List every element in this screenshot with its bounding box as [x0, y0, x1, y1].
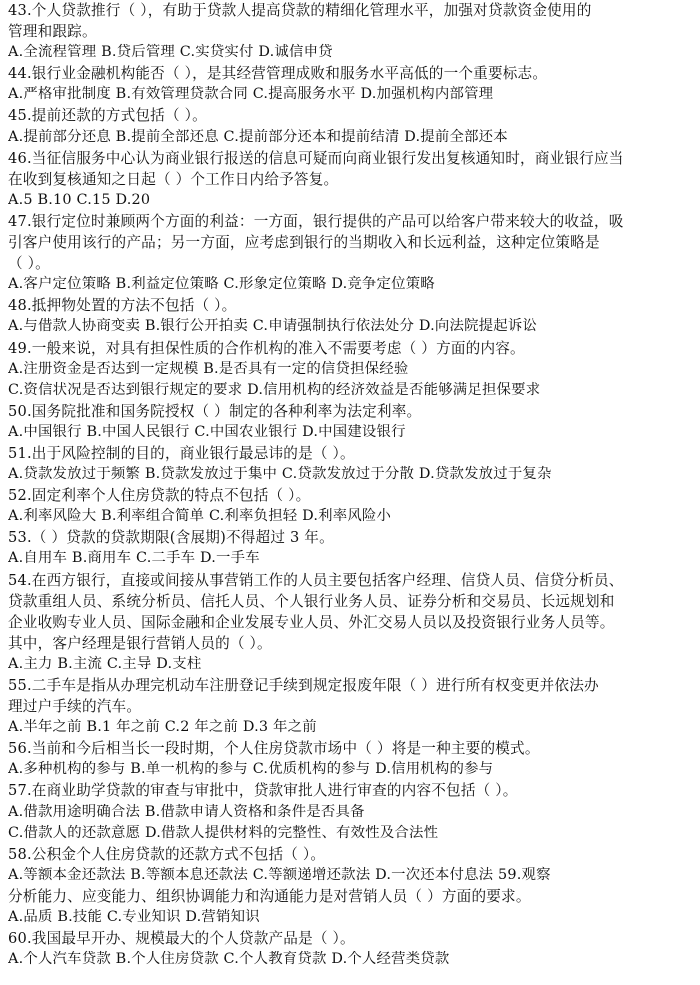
- question-43-stem-cont: 管理和跟踪。: [8, 23, 97, 41]
- question-58-options: A.等额本金还款法 B.等额本息还款法 C.等额递增还款法 D.一次还本付息法 59.观察: [8, 866, 551, 883]
- question-54-options: A.主力 B.主流 C.主导 D.支柱: [8, 655, 202, 672]
- question-45-options: A.提前部分还息 B.提前全部还息 C.提前部分还本和提前结清 D.提前全部还本: [8, 128, 508, 145]
- question-56-stem: 56.当前和今后相当长一段时期，个人住房贷款市场中（ ）将是一种主要的模式。: [8, 740, 540, 758]
- question-55-options: A.半年之前 B.1 年之前 C.2 年之前 D.3 年之前: [8, 719, 317, 736]
- question-46-options: A.5 B.10 C.15 D.20: [8, 191, 151, 208]
- question-54-stem-cont: 企业收购专业人员、国际金融和企业发展专业人员、外汇交易人员以及投资银行业务人员等。: [8, 613, 615, 631]
- question-57-options: A.借款用途明确合法 B.借款申请人资格和条件是否具备: [8, 803, 365, 820]
- question-56-options: A.多种机构的参与 B.单一机构的参与 C.优质机构的参与 D.信用机构的参与: [8, 761, 494, 778]
- question-45-stem: 45.提前还款的方式包括（ ）。: [8, 107, 207, 125]
- question-52-stem: 52.固定利率个人住房贷款的特点不包括（ ）。: [8, 487, 311, 505]
- question-51-stem: 51.出于风险控制的目的，商业银行最忌讳的是（ ）。: [8, 444, 355, 462]
- question-58-stem: 58.公积金个人住房贷款的还款方式不包括（ ）。: [8, 845, 326, 863]
- question-51-options: A.贷款发放过于频繁 B.贷款发放过于集中 C.贷款发放过于分散 D.贷款发放过于复杂: [8, 466, 552, 483]
- question-43-options: A.全流程管理 B.贷后管理 C.实贷实付 D.诚信申贷: [8, 44, 333, 61]
- question-47-options: A.客户定位策略 B.利益定位策略 C.形象定位策略 D.竞争定位策略: [8, 276, 435, 293]
- question-46-stem: 46.当征信服务中心认为商业银行报送的信息可疑而向商业银行发出复核通知时，商业银行应当: [8, 149, 624, 167]
- question-54-stem-cont: 其中，客户经理是银行营销人员的（ ）。: [8, 634, 272, 652]
- question-59-options: A.品质 B.技能 C.专业知识 D.营销知识: [8, 909, 260, 926]
- question-50-stem: 50.国务院批准和国务院授权（ ）制定的各种利率为法定利率。: [8, 402, 422, 420]
- question-57-stem: 57.在商业助学贷款的审查与审批中，贷款审批人进行审查的内容不包括（ ）。: [8, 782, 518, 800]
- question-44-options: A.严格审批制度 B.有效管理贷款合同 C.提高服务水平 D.加强机构内部管理: [8, 86, 494, 103]
- question-54-stem-cont: 贷款重组人员、系统分析员、信托人员、个人银行业务人员、证券分析和交易员、长远规划和: [8, 592, 615, 610]
- question-43-stem: 43.个人贷款推行（ ），有助于贷款人提高贷款的精细化管理水平，加强对贷款资金使用的: [8, 2, 592, 19]
- question-55-stem-cont: 理过户手续的汽车。: [8, 698, 142, 716]
- question-49-stem: 49.一般来说，对具有担保性质的合作机构的准入不需要考虑（ ）方面的内容。: [8, 339, 525, 357]
- question-49-options: A.注册资金是否达到一定规模 B.是否具有一定的信贷担保经验: [8, 360, 409, 377]
- question-47-stem: 47.银行定位时兼顾两个方面的利益：一方面，银行提供的产品可以给客户带来较大的收益，吸: [8, 212, 624, 230]
- question-46-stem-cont: 在收到复核通知之日起（ ）个工作日内给予答复。: [8, 170, 339, 188]
- question-48-stem: 48.抵押物处置的方法不包括（ ）。: [8, 297, 237, 315]
- question-53-options: A.自用车 B.商用车 C.二手车 D.一手车: [8, 550, 260, 567]
- question-55-stem: 55.二手车是指从办理完机动车注册登记手续到规定报废年限（ ）进行所有权变更并依法办: [8, 677, 599, 694]
- question-49-options-cont: C.资信状况是否达到银行规定的要求 D.信用机构的经济效益是否能够满足担保要求: [8, 381, 541, 398]
- question-60-options: A.个人汽车贷款 B.个人住房贷款 C.个人教育贷款 D.个人经营类贷款: [8, 951, 450, 968]
- question-52-options: A.利率风险大 B.利率组合简单 C.利率负担轻 D.利率风险小: [8, 508, 392, 525]
- question-47-stem-cont: （ ）。: [8, 255, 50, 273]
- question-54-stem: 54.在西方银行，直接或间接从事营销工作的人员主要包括客户经理、信贷人员、信贷分析员、: [8, 571, 624, 589]
- question-47-stem-cont: 引客户使用该行的产品；另一方面，应考虑到银行的当期收入和长远利益，这种定位策略是: [8, 234, 600, 252]
- question-60-stem: 60.我国最早开办、规模最大的个人贷款产品是（ ）。: [8, 930, 355, 948]
- question-44-stem: 44.银行业金融机构能否（ ），是其经营管理成败和服务水平高低的一个重要标志。: [8, 65, 548, 83]
- question-57-options-cont: C.借款人的还款意愿 D.借款人提供材料的完整性、有效性及合法性: [8, 824, 439, 841]
- question-59-stem-cont: 分析能力、应变能力、组织协调能力和沟通能力是对营销人员（ ）方面的要求。: [8, 887, 531, 905]
- question-50-options: A.中国银行 B.中国人民银行 C.中国农业银行 D.中国建设银行: [8, 423, 406, 440]
- question-53-stem: 53.（ ）贷款的贷款期限(含展期)不得超过 3 年。: [8, 529, 334, 547]
- question-48-options: A.与借款人协商变卖 B.银行公开拍卖 C.申请强制执行依法处分 D.向法院提起诉讼: [8, 318, 538, 335]
